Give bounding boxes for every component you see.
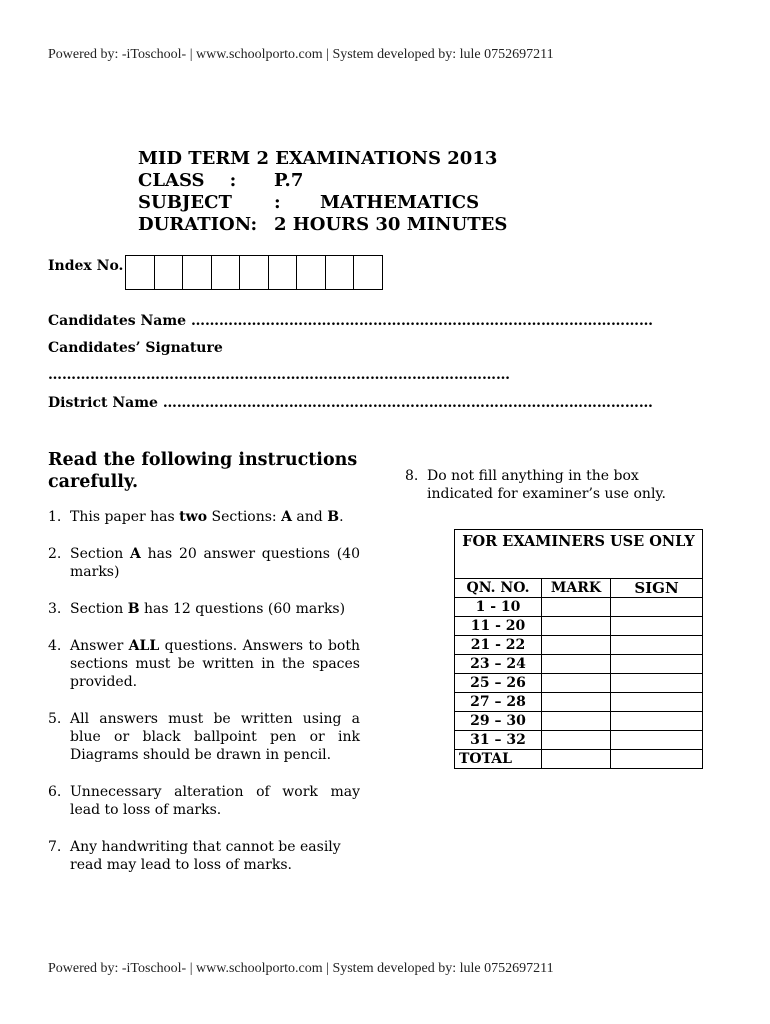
mark-cell[interactable] [542,617,611,636]
total-sign-cell[interactable] [611,750,703,769]
index-number-boxes [125,255,383,290]
sign-cell[interactable] [611,636,703,655]
table-row [455,636,703,655]
index-label: Index No. [48,258,124,274]
col-qn-header: QN. NO. [455,579,542,598]
instruction-item-8: 8. Do not fill anything in the box indicated for examiner’s use only. [405,468,666,502]
sign-cell[interactable] [611,674,703,693]
qn-range: 23 – 24 [455,655,542,674]
sign-cell[interactable] [611,655,703,674]
exam-title: MID TERM 2 EXAMINATIONS 2013 [138,148,498,169]
col-mark-header: MARK [542,579,611,598]
instruction-item: 4. Answer ALL questions. Answers to both sections must be written in the spaces provided. [48,638,360,690]
subject-value: MATHEMATICS [320,192,480,213]
qn-range: 27 – 28 [455,693,542,712]
qn-range: 11 - 20 [455,617,542,636]
duration-row [138,214,507,236]
sign-cell[interactable] [611,731,703,750]
index-box[interactable] [239,256,268,289]
table-row [455,712,703,731]
sign-cell[interactable] [611,598,703,617]
sign-cell[interactable] [611,617,703,636]
index-box[interactable] [126,256,154,289]
mark-cell[interactable] [542,693,611,712]
qn-range: 25 – 26 [455,674,542,693]
instructions-list [48,508,360,874]
index-box[interactable] [154,256,183,289]
table-total-row [455,750,703,769]
total-label: TOTAL [455,750,542,769]
sign-cell[interactable] [611,712,703,731]
instruction-item: 6. Unnecessary alteration of work may lead to loss of marks. [48,784,360,818]
exam-header [138,148,507,236]
duration-value: 2 HOURS 30 MINUTES [274,214,508,235]
index-box[interactable] [268,256,297,289]
total-mark-cell[interactable] [542,750,611,769]
subject-sep: : [274,192,281,213]
mark-cell[interactable] [542,598,611,617]
table-row [455,693,703,712]
subject-label: SUBJECT [138,192,232,213]
mark-cell[interactable] [542,636,611,655]
mark-cell[interactable] [542,674,611,693]
class-value: P.7 [274,170,304,191]
instruction-item: 7. Any handwriting that cannot be easily read may lead to loss of marks. [48,839,341,873]
index-box[interactable] [211,256,240,289]
candidate-signature-line[interactable]: ……………………………………………………………………………………… [48,367,510,383]
class-row [138,170,507,192]
powered-by-header: Powered by: -iToschool- | www.schoolporto.com | System developed by: lule 0752697211 [48,47,554,62]
qn-range: 21 - 22 [455,636,542,655]
examiners-table-title: FOR EXAMINERS USE ONLY [455,530,703,579]
table-row [455,655,703,674]
qn-range: 29 – 30 [455,712,542,731]
subject-row [138,192,507,214]
examiners-use-table [454,529,703,769]
instructions-title: Read the following instructions carefully. [48,450,358,492]
sign-cell[interactable] [611,693,703,712]
table-row [455,674,703,693]
instruction-item: 3. Section B has 12 questions (60 marks) [48,601,346,617]
table-row [455,598,703,617]
examiners-table-header-row [455,579,703,598]
class-label: CLASS : [138,170,237,191]
table-row [455,731,703,750]
mark-cell[interactable] [542,712,611,731]
mark-cell[interactable] [542,731,611,750]
mark-cell[interactable] [542,655,611,674]
index-box[interactable] [296,256,325,289]
index-box[interactable] [325,256,354,289]
index-box[interactable] [353,256,382,289]
district-name-line[interactable]: District Name …………………………………………………………………………………………… [48,395,653,411]
qn-range: 1 - 10 [455,598,542,617]
duration-label: DURATION: [138,214,258,235]
instruction-item: 5. All answers must be written using a blue or black ballpoint pen or ink Diagrams should be drawn in pencil. [48,711,360,763]
qn-range: 31 – 32 [455,731,542,750]
col-sign-header: SIGN [611,579,703,598]
candidate-name-line[interactable]: Candidates Name ……………………………………………………………………………………… [48,313,653,329]
index-box[interactable] [182,256,211,289]
instruction-item: 1. This paper has two Sections: A and B. [48,509,344,525]
instruction-item: 2. Section A has 20 answer questions (40 marks) [48,546,360,580]
table-row [455,617,703,636]
powered-by-footer: Powered by: -iToschool- | www.schoolporto.com | System developed by: lule 0752697211 [48,961,554,976]
candidate-signature-label: Candidates’ Signature [48,340,223,356]
